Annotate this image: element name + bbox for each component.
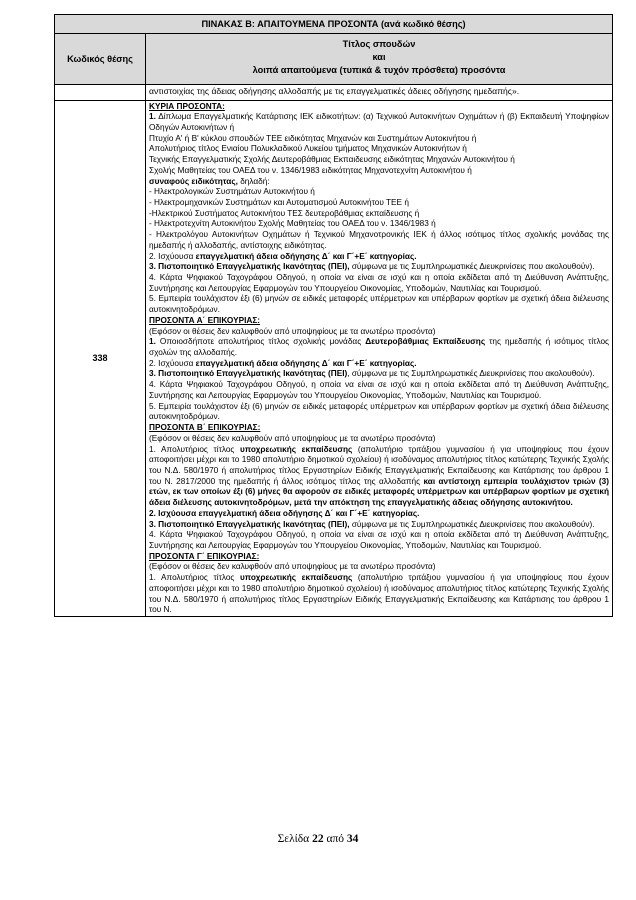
footer-prefix: Σελίδα [277, 833, 313, 845]
footer-current-page: 22 [312, 833, 324, 845]
position-row [55, 100, 613, 617]
alt-a-item-3: 3. Πιστοποιητικό Επαγγελματικής Ικανότητας (ΠΕΙ), σύμφωνα με τις Συμπληρωματικές Διευκρινίσεις που ακολουθούν). [149, 369, 595, 379]
qualifications-cell [146, 100, 613, 617]
alt-a-item-1: 1. Οποιοσδήποτε απολυτήριος τίτλος σχολικής μονάδας Δευτεροβάθμιας Εκπαίδευσης της ημεδαπής ή ισότιμος τίτλος σχολών της αλλοδαπής. [149, 337, 610, 358]
main-item-5: 5. Εμπειρία τουλάχιστον έξι (6) μηνών σε ειδικές μεταφορές υπέρμετρων και υπέρβαρων φορτίων με σχετική άδεια διέλευσης αυτοκινητοδρόμων. [149, 294, 609, 315]
alt-a-item-4: 4. Κάρτα Ψηφιακού Ταχογράφου Οδηγού, η οποία να είναι σε ισχύ και η οποία εκδίδεται από τη Διεύθυνση Ανάπτυξης, Συντήρησης και Λειτουργίας Εφαρμογών του Υπουργείου Οικονομίας, Υποδομών, Ναυτιλίας και Τουρισμού. [149, 380, 609, 400]
alt-b-item-4: 4. Κάρτα Ψηφιακού Ταχογράφου Οδηγού, η οποία να είναι σε ισχύ και η οποία εκδίδεται από τη Διεύθυνση Ανάπτυξης, Συντήρησης και Λειτουργίας Εφαρμογών του Υπουργείου Οικονομίας, Υποδομών, Ναυτιλίας και Τουρισμού. [149, 530, 609, 550]
alt-b-item-3: 3. Πιστοποιητικό Επαγγελματικής Ικανότητας (ΠΕΙ), σύμφωνα με τις Συμπληρωματικές Διευκρινίσεις που ακολουθούν). [149, 519, 595, 529]
main-item-3: 3. Πιστοποιητικό Επαγγελματικής Ικανότητας (ΠΕΙ), σύμφωνα με τις Συμπληρωματικές Διευκρινίσεις που ακολουθούν). [149, 262, 595, 272]
table-title: ΠΙΝΑΚΑΣ Β: ΑΠΑΙΤΟΥΜΕΝΑ ΠΡΟΣΟΝΤΑ (ανά κωδικό θέσης) [55, 15, 613, 34]
alt-c-note: (Εφόσον οι θέσεις δεν καλυφθούν από υποψηφίους με τα ανωτέρω προσόντα) [149, 562, 436, 572]
alt-b-item-2: 2. Ισχύουσα επαγγελματική άδεια οδήγησης Δ΄ και Γ΄+Ε΄ κατηγορίας. [149, 508, 420, 518]
main-item-1-h: - Ηλεκτρομηχανικών Συστημάτων και Αυτοματισμού Αυτοκινήτου ΤΕΕ ή [149, 197, 409, 207]
alt-a-heading: ΠΡΟΣΟΝΤΑ Α΄ ΕΠΙΚΟΥΡΙΑΣ: [149, 315, 261, 325]
alt-c-item-1: 1. Απολυτήριος τίτλος υποχρεωτικής εκπαίδευσης (απολυτήριο τριτάξιου γυμνασίου ή για υποψηφίους που έχουν αποφοιτήσει μέχρι και το 1980 απολυτήριο δημοτικού σχολείου) ή ισοδύναμος απολυτήριος τίτλος κατώτερης Τεχνικής Σχολής του Ν.Δ. 580/1970 ή απολυτήριος τίτλος Εργαστηρίων Ειδικής Επαγγελματικής Εκπαίδευσης και Κατάρτισης του άρθρου 1 του Ν. [149, 573, 609, 615]
main-item-2: 2. Ισχύουσα επαγγελματική άδεια οδήγησης Δ΄ και Γ΄+Ε΄ κατηγορίας. [149, 251, 417, 261]
col-title-header [146, 34, 613, 85]
continuation-code-cell [55, 85, 146, 101]
col-title-header-line3: λοιπά απαιτούμενα (τυπικά & τυχόν πρόσθετα) προσόντα [252, 65, 506, 75]
alt-b-note: (Εφόσον οι θέσεις δεν καλυφθούν από υποψηφίους με τα ανωτέρω προσόντα) [149, 433, 436, 443]
continuation-row [55, 85, 613, 101]
document-page [54, 14, 612, 617]
alt-a-note: (Εφόσον οι θέσεις δεν καλυφθούν από υποψηφίους με τα ανωτέρω προσόντα) [149, 326, 436, 336]
main-item-1-g: - Ηλεκτρολογικών Συστημάτων Αυτοκινήτου ή [149, 187, 315, 197]
alt-b-item-1: 1. Απολυτήριος τίτλος υποχρεωτικής εκπαίδευσης (απολυτήριο τριτάξιου γυμνασίου ή για υποψηφίους που έχουν αποφοιτήσει μέχρι και το 1980 απολυτήριο δημοτικού σχολείου) ή ισοδύναμος απολυτήριος τίτλος κατώτερης Τεχνικής Σχολής του Ν.Δ. 580/1970 ή απολυτήριος τίτλος Εργαστηρίων Ειδικής Επαγγελματικής Εκπαίδευσης και Κατάρτισης του άρθρου 1 του Ν. 2817/2000 της ημεδαπής ή άλλος ισότιμος τίτλος της αλλοδαπής και αντίστοιχη εμπειρία τουλάχιστον τριών (3) ετών, εκ των οποίων έξι (6) μήνες θα αφορούν σε ειδικές μεταφορές υπέρμετρων και υπέρβαρων φορτίων με σχετική άδεια διέλευσης αυτοκινητοδρόμων, μετά την απόκτηση της επαγγελματικής άδειας οδήγησης αυτοκινήτου. [149, 444, 609, 508]
main-item-1-i: -Ηλεκτρικού Συστήματος Αυτοκινήτου ΤΕΣ δευτεροβάθμιας εκπαίδευσης ή [149, 208, 420, 218]
main-item-1-c: Απολυτήριος τίτλος Ενιαίου Πολυκλαδικού Λυκείου τμήματος Μηχανικών Αυτοκινήτων ή [149, 144, 467, 154]
main-item-1-j: - Ηλεκτροτεχνίτη Αυτοκινήτου Σχολής Μαθητείας του ΟΑΕΔ του ν. 1346/1983 ή [149, 219, 436, 229]
main-item-4: 4. Κάρτα Ψηφιακού Ταχογράφου Οδηγού, η οποία να είναι σε ισχύ και η οποία εκδίδεται από τη Διεύθυνση Ανάπτυξης, Συντήρησης και Λειτουργίας Εφαρμογών του Υπουργείου Οικονομίας, Υποδομών, Ναυτιλίας και Τουρισμού. [149, 273, 609, 293]
continuation-text: αντιστοιχίας της άδειας οδήγησης αλλοδαπής με τις επαγγελματικές άδειες οδήγησης ημεδαπής». [146, 85, 613, 101]
position-code: 338 [55, 100, 146, 617]
alt-a-item-5: 5. Εμπειρία τουλάχιστον έξι (6) μηνών σε ειδικές μεταφορές υπέρμετρων και υπέρβαρων φορτίων με σχετική άδεια διέλευσης αυτοκινητοδρόμων. [149, 401, 609, 422]
main-item-1-e: Σχολής Μαθητείας του ΟΑΕΔ του ν. 1346/1983 ειδικότητας Μηχανοτεχνίτη Αυτοκινήτου ή [149, 165, 472, 175]
col-code-header: Κωδικός θέσης [55, 34, 146, 85]
main-item-1: 1. Δίπλωμα Επαγγελματικής Κατάρτισης ΙΕΚ ειδικοτήτων: (α) Τεχνικού Αυτοκινήτων Οχημάτων ή (β) Εκπαιδευτή Υποψηφίων Οδηγών Αυτοκινήτων ή [149, 112, 609, 132]
main-qualifications-heading: ΚΥΡΙΑ ΠΡΟΣΟΝΤΑ: [149, 101, 225, 111]
alt-c-heading: ΠΡΟΣΟΝΤΑ Γ΄ ΕΠΙΚΟΥΡΙΑΣ: [149, 551, 260, 561]
main-item-1-k: - Ηλεκτρολόγου Αυτοκινήτων Οχημάτων ή Τεχνικού Μηχανοτρονικής ΙΕΚ ή άλλος ισότιμος τίτλος σχολικής μονάδας της ημεδαπής ή αλλοδαπής, αντίστοιχης ειδικότητας. [149, 230, 609, 250]
footer-total-pages: 34 [346, 833, 359, 845]
col-title-header-line1: Τίτλος σπουδών [342, 39, 416, 49]
table-title-row [55, 15, 613, 34]
footer-middle: από [323, 833, 347, 845]
alt-b-heading: ΠΡΟΣΟΝΤΑ Β΄ ΕΠΙΚΟΥΡΙΑΣ: [149, 423, 261, 433]
requirements-table [54, 14, 613, 617]
table-header-row [55, 34, 613, 85]
main-item-1-d: Τεχνικής Επαγγελματικής Σχολής Δευτεροβάθμιας Εκπαιδευσης ειδικότητας Μηχανών Αυτοκινήτου ή [149, 155, 515, 165]
main-item-1-b: Πτυχίο Α' ή Β' κύκλου σπουδών ΤΕΕ ειδικότητας Μηχανών και Συστημάτων Αυτοκινήτου ή [149, 133, 477, 143]
page-footer [0, 833, 636, 845]
main-item-1-f: συναφούς ειδικότητας, δηλαδή: [149, 176, 270, 186]
alt-a-item-2: 2. Ισχύουσα επαγγελματική άδεια οδήγησης Δ΄ και Γ΄+Ε΄ κατηγορίας. [149, 358, 417, 368]
col-title-header-line2: και [372, 52, 386, 62]
